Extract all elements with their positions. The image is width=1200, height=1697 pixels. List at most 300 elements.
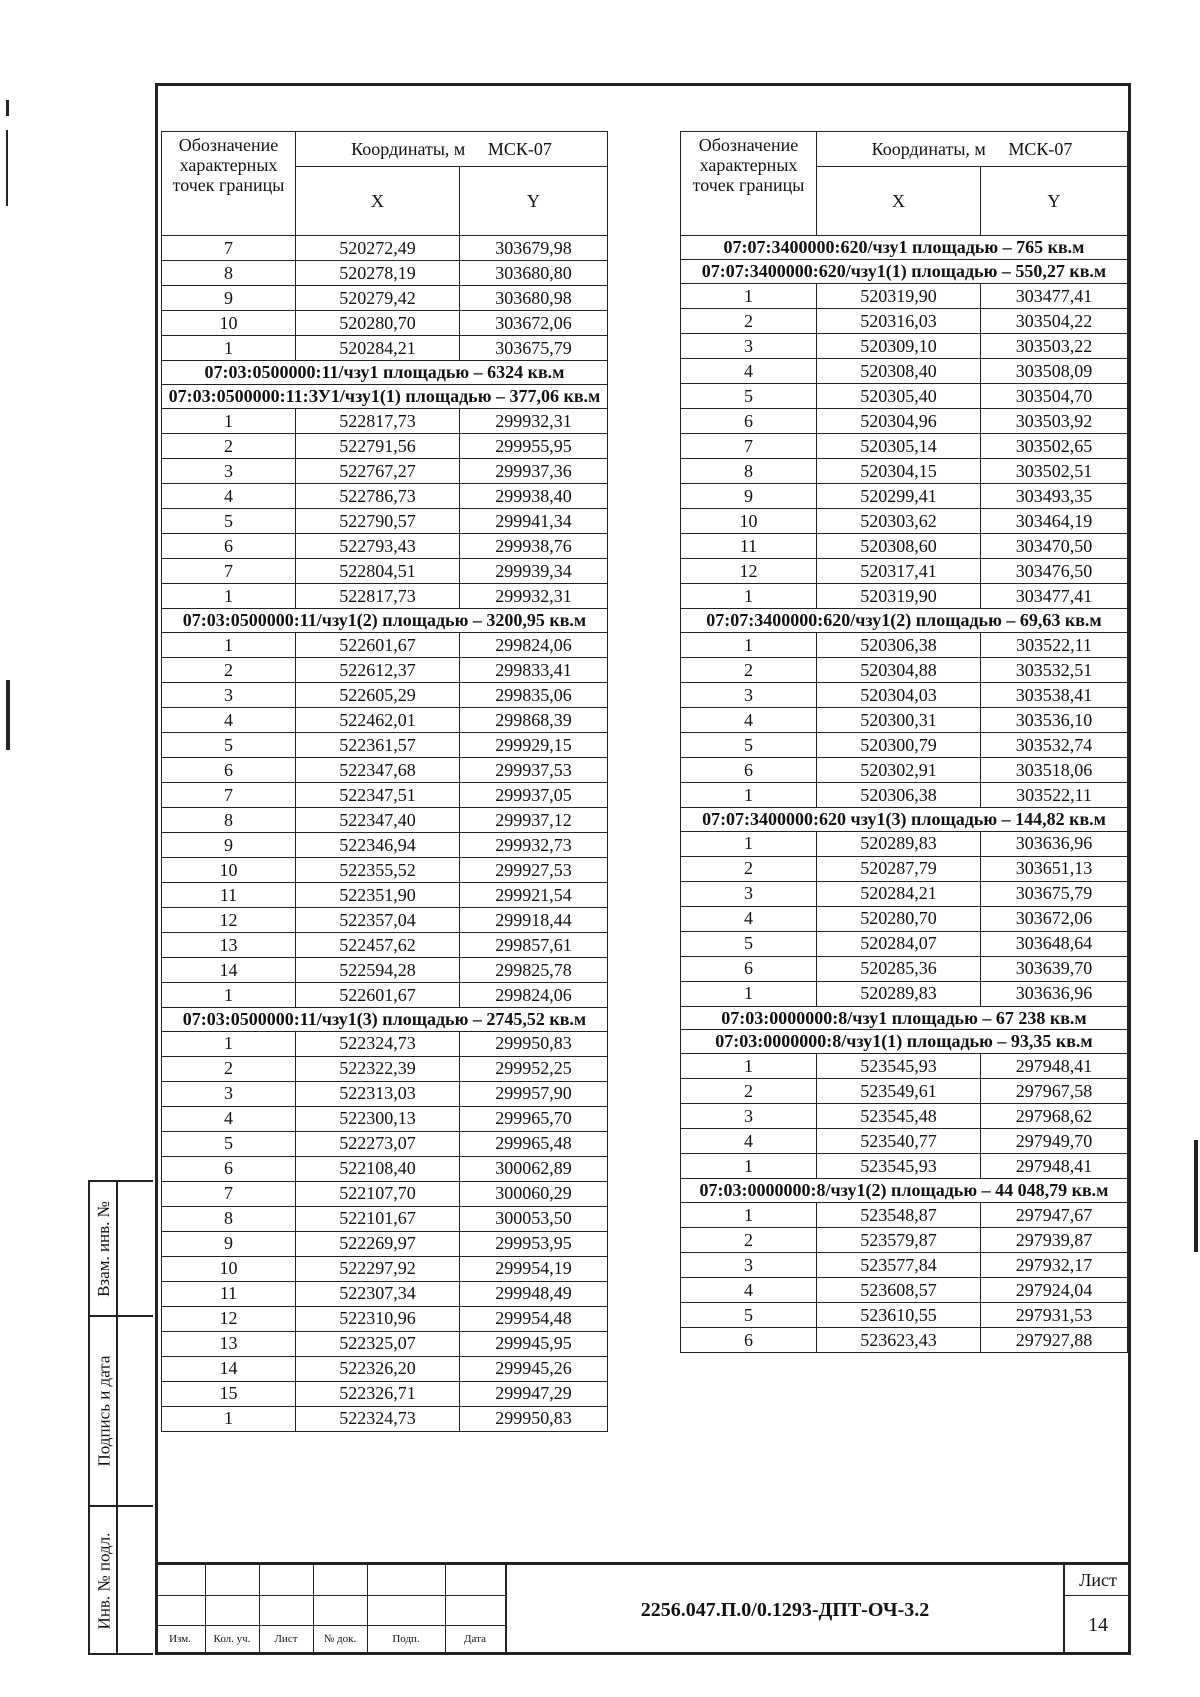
table-row [162,707,608,732]
point-number: 1 [681,283,817,308]
table-row [162,907,608,932]
header-coords: Координаты, м МСК-07 [817,132,1128,167]
coord-x: 520289,83 [817,981,981,1006]
table-row [681,483,1128,508]
table-row [681,856,1128,881]
coord-y: 303679,98 [460,236,608,261]
table-row [162,807,608,832]
point-number: 2 [681,657,817,682]
coord-y: 299950,83 [460,1406,608,1431]
coord-y: 303493,35 [981,483,1128,508]
point-number: 6 [681,956,817,981]
coord-y: 299950,83 [460,1031,608,1056]
table-row [681,1104,1128,1129]
table-row [162,1206,608,1231]
coord-y: 299938,40 [460,483,608,508]
table-row [681,906,1128,931]
point-number: 5 [162,508,296,533]
point-number: 7 [162,236,296,261]
point-number: 4 [681,906,817,931]
point-number: 5 [681,732,817,757]
table-row [162,957,608,982]
table-row [162,657,608,682]
table-row [162,408,608,433]
point-number: 4 [162,483,296,508]
coord-x: 520304,88 [817,657,981,682]
table-row [681,358,1128,383]
table-row [681,1303,1128,1328]
table-row [681,1203,1128,1228]
section-title: 07:03:0500000:11:ЗУ1/чзу1(1) площадью – 377,06 кв.м [162,384,608,408]
coord-y: 299937,05 [460,782,608,807]
table-row [162,1056,608,1081]
label-doc-no: № док. [323,1633,357,1645]
table-row [162,1406,608,1431]
coord-y: 303504,70 [981,383,1128,408]
point-number: 14 [162,957,296,982]
coord-y: 299824,06 [460,982,608,1007]
label-date: Дата [464,1633,486,1645]
point-number: 1 [162,336,296,361]
table-row [681,956,1128,981]
coord-x: 522786,73 [296,483,460,508]
section-header-row [681,608,1128,632]
table-row [162,1231,608,1256]
header-designation: Обозначение характерных точек границы [681,132,817,236]
coord-x: 520284,21 [817,881,981,906]
coord-x: 523545,48 [817,1104,981,1129]
coord-y: 303651,13 [981,856,1128,881]
coord-y: 299965,48 [460,1131,608,1156]
coord-y: 299955,95 [460,433,608,458]
coord-y: 303503,22 [981,333,1128,358]
coord-x: 522462,01 [296,707,460,732]
coord-x: 520287,79 [817,856,981,881]
table-row [681,1054,1128,1079]
coord-x: 520300,79 [817,732,981,757]
coord-y: 300053,50 [460,1206,608,1231]
right-table-body [681,236,1128,1353]
coord-x: 522790,57 [296,508,460,533]
coord-x: 520280,70 [296,311,460,336]
point-number: 9 [162,832,296,857]
coord-y: 303538,41 [981,682,1128,707]
header-coords: Координаты, м МСК-07 [296,132,608,167]
point-number: 1 [162,982,296,1007]
table-row [681,508,1128,533]
coord-x: 520304,15 [817,458,981,483]
coord-x: 520284,07 [817,931,981,956]
point-number: 5 [681,931,817,956]
table-row [681,558,1128,583]
coord-x: 520303,62 [817,508,981,533]
point-number: 9 [162,286,296,311]
table-row [162,632,608,657]
coord-x: 520306,38 [817,782,981,807]
table-row [681,682,1128,707]
point-number: 5 [681,1303,817,1328]
coord-y: 303675,79 [460,336,608,361]
coord-y: 303470,50 [981,533,1128,558]
point-number: 1 [162,1406,296,1431]
label-sheet: Лист [274,1633,298,1645]
coord-x: 522307,34 [296,1281,460,1306]
point-number: 3 [162,682,296,707]
coord-x: 522601,67 [296,632,460,657]
table-row [162,1256,608,1281]
coord-x: 520317,41 [817,558,981,583]
point-number: 4 [162,1106,296,1131]
coord-y: 303536,10 [981,707,1128,732]
section-title: 07:03:0500000:11/чзу1 площадью – 6324 кв.м [162,361,608,385]
point-number: 2 [162,657,296,682]
point-number: 1 [681,1203,817,1228]
coord-y: 299948,49 [460,1281,608,1306]
coord-x: 523545,93 [817,1154,981,1179]
coord-x: 522324,73 [296,1031,460,1056]
coord-x: 522791,56 [296,433,460,458]
table-row [162,433,608,458]
coord-x: 522767,27 [296,458,460,483]
coord-x: 523623,43 [817,1328,981,1353]
stamp-exchange-inv: Взам. инв. № [90,1182,153,1317]
point-number: 1 [162,583,296,608]
coord-x: 520300,31 [817,707,981,732]
point-number: 3 [162,458,296,483]
point-number: 6 [681,1328,817,1353]
point-number: 8 [162,807,296,832]
coord-y: 303636,96 [981,831,1128,856]
table-row [681,881,1128,906]
table-row [162,857,608,882]
coord-x: 522355,52 [296,857,460,882]
sheet-label: Лист [1065,1565,1131,1596]
coord-x: 522594,28 [296,957,460,982]
coord-y: 303636,96 [981,981,1128,1006]
table-row [162,682,608,707]
section-title: 07:03:0500000:11/чзу1(2) площадью – 3200,95 кв.м [162,608,608,632]
header-x: X [817,167,981,236]
coord-y: 299937,36 [460,458,608,483]
point-number: 10 [162,1256,296,1281]
coord-y: 303504,22 [981,308,1128,333]
table-row [162,336,608,361]
coord-x: 520319,90 [817,583,981,608]
coord-y: 299939,34 [460,558,608,583]
table-row [162,732,608,757]
point-number: 3 [681,333,817,358]
revision-grid [155,1565,505,1655]
point-number: 6 [162,757,296,782]
coord-y: 299954,48 [460,1306,608,1331]
table-row [681,383,1128,408]
section-header-row [681,807,1128,831]
coord-x: 523545,93 [817,1054,981,1079]
coord-y: 297968,62 [981,1104,1128,1129]
coord-y: 299824,06 [460,632,608,657]
point-number: 11 [681,533,817,558]
point-number: 9 [162,1231,296,1256]
point-number: 9 [681,483,817,508]
table-row [681,1228,1128,1253]
point-number: 6 [681,757,817,782]
table-row [681,1129,1128,1154]
table-row [162,882,608,907]
table-row [681,657,1128,682]
point-number: 10 [162,857,296,882]
coord-x: 522273,07 [296,1131,460,1156]
table-row [681,981,1128,1006]
scan-mark [6,680,10,750]
coord-y: 303477,41 [981,283,1128,308]
coord-y: 303518,06 [981,757,1128,782]
section-header-row [162,1007,608,1031]
coord-y: 297967,58 [981,1079,1128,1104]
coord-x: 522793,43 [296,533,460,558]
section-title: 07:03:0000000:8/чзу1 площадью – 67 238 кв.м [681,1006,1128,1030]
coord-x: 522310,96 [296,1306,460,1331]
coord-y: 297932,17 [981,1253,1128,1278]
coord-x: 522313,03 [296,1081,460,1106]
table-row [162,1131,608,1156]
point-number: 4 [681,1278,817,1303]
table-row [681,333,1128,358]
coord-y: 299927,53 [460,857,608,882]
coord-y: 299945,95 [460,1331,608,1356]
coord-x: 520278,19 [296,261,460,286]
coord-x: 522347,51 [296,782,460,807]
point-number: 2 [162,1056,296,1081]
table-row [681,408,1128,433]
coord-y: 299932,73 [460,832,608,857]
point-number: 4 [681,1129,817,1154]
point-number: 2 [681,1079,817,1104]
coord-y: 299937,12 [460,807,608,832]
point-number: 10 [162,311,296,336]
table-row [162,782,608,807]
stamp-signature-date: Подпись и дата [90,1317,153,1507]
table-row [162,458,608,483]
point-number: 12 [162,907,296,932]
point-number: 7 [162,1181,296,1206]
point-number: 1 [162,408,296,433]
table-row [162,1156,608,1181]
point-number: 5 [162,1131,296,1156]
point-number: 11 [162,882,296,907]
coord-x: 522361,57 [296,732,460,757]
coord-y: 303675,79 [981,881,1128,906]
coord-y: 297939,87 [981,1228,1128,1253]
table-row [162,558,608,583]
coord-y: 303672,06 [460,311,608,336]
point-number: 3 [162,1081,296,1106]
point-number: 14 [162,1356,296,1381]
point-number: 3 [681,1104,817,1129]
table-row [162,932,608,957]
coord-y: 303639,70 [981,956,1128,981]
table-row [162,1181,608,1206]
point-number: 1 [681,583,817,608]
coord-x: 523610,55 [817,1303,981,1328]
coord-y: 303508,09 [981,358,1128,383]
table-row [162,1106,608,1131]
point-number: 8 [681,458,817,483]
coordinates-table-left [161,131,608,1432]
coord-y: 299932,31 [460,583,608,608]
point-number: 10 [681,508,817,533]
point-number: 1 [681,1154,817,1179]
coord-y: 299947,29 [460,1381,608,1406]
point-number: 1 [681,831,817,856]
table-row [162,483,608,508]
table-row [681,732,1128,757]
section-title: 07:03:0000000:8/чзу1(2) площадью – 44 048,79 кв.м [681,1179,1128,1203]
section-title: 07:07:3400000:620 чзу1(3) площадью – 144,82 кв.м [681,807,1128,831]
coord-y: 299929,15 [460,732,608,757]
coord-x: 523540,77 [817,1129,981,1154]
point-number: 2 [681,308,817,333]
coord-x: 520285,36 [817,956,981,981]
header-designation: Обозначение характерных точек границы [162,132,296,236]
coord-x: 520309,10 [817,333,981,358]
coord-x: 520308,60 [817,533,981,558]
table-row [162,1381,608,1406]
coord-x: 520305,40 [817,383,981,408]
coord-y: 299941,34 [460,508,608,533]
point-number: 7 [681,433,817,458]
table-row [162,508,608,533]
coord-x: 522322,39 [296,1056,460,1081]
coord-x: 522357,04 [296,907,460,932]
table-row [681,1079,1128,1104]
coord-x: 522804,51 [296,558,460,583]
coord-y: 303502,51 [981,458,1128,483]
table-row [162,311,608,336]
coord-x: 520304,96 [817,408,981,433]
header-y: Y [460,167,608,236]
coord-y: 303672,06 [981,906,1128,931]
table-row [162,533,608,558]
coord-x: 522325,07 [296,1331,460,1356]
coord-x: 522605,29 [296,682,460,707]
title-block [155,1562,1131,1655]
coord-y: 299868,39 [460,707,608,732]
coord-y: 299825,78 [460,957,608,982]
coord-x: 520316,03 [817,308,981,333]
coord-y: 303503,92 [981,408,1128,433]
point-number: 2 [162,433,296,458]
table-row [162,236,608,261]
table-row [681,308,1128,333]
table-row [681,283,1128,308]
point-number: 5 [681,383,817,408]
coord-y: 299833,41 [460,657,608,682]
table-row [162,1331,608,1356]
side-stamp [88,1180,153,1655]
point-number: 7 [162,782,296,807]
point-number: 2 [681,856,817,881]
coord-y: 303477,41 [981,583,1128,608]
point-number: 8 [162,261,296,286]
coord-y: 297931,53 [981,1303,1128,1328]
coord-x: 523579,87 [817,1228,981,1253]
point-number: 4 [681,707,817,732]
coord-x: 522346,94 [296,832,460,857]
coord-y: 299953,95 [460,1231,608,1256]
coord-x: 522612,37 [296,657,460,682]
table-row [162,261,608,286]
coord-x: 520280,70 [817,906,981,931]
table-row [681,831,1128,856]
table-row [162,982,608,1007]
header-y: Y [981,167,1128,236]
table-row [162,1281,608,1306]
table-row [162,1081,608,1106]
point-number: 1 [681,1054,817,1079]
section-title: 07:07:3400000:620/чзу1(2) площадью – 69,63 кв.м [681,608,1128,632]
coord-y: 299965,70 [460,1106,608,1131]
coord-x: 522326,20 [296,1356,460,1381]
coord-x: 522347,68 [296,757,460,782]
point-number: 15 [162,1381,296,1406]
coord-x: 520305,14 [817,433,981,458]
coord-y: 303532,74 [981,732,1128,757]
coord-x: 522297,92 [296,1256,460,1281]
stamp-inventory-orig: Инв. № подл. [90,1507,153,1655]
point-number: 8 [162,1206,296,1231]
coord-y: 303648,64 [981,931,1128,956]
point-number: 13 [162,1331,296,1356]
table-row [162,832,608,857]
table-row [162,1031,608,1056]
section-title: 07:07:3400000:620/чзу1 площадью – 765 кв.м [681,236,1128,260]
point-number: 6 [162,533,296,558]
coord-y: 299918,44 [460,907,608,932]
coord-y: 299938,76 [460,533,608,558]
point-number: 3 [681,682,817,707]
coord-y: 303522,11 [981,782,1128,807]
header-x: X [296,167,460,236]
table-row [681,433,1128,458]
point-number: 5 [162,732,296,757]
coord-y: 299857,61 [460,932,608,957]
coord-y: 303464,19 [981,508,1128,533]
point-number: 1 [681,782,817,807]
coord-x: 522351,90 [296,882,460,907]
coord-x: 522347,40 [296,807,460,832]
table-row [681,931,1128,956]
coord-x: 520299,41 [817,483,981,508]
coord-y: 299945,26 [460,1356,608,1381]
label-signature: Подп. [392,1633,420,1645]
point-number: 1 [162,1031,296,1056]
point-number: 1 [162,632,296,657]
coord-y: 297948,41 [981,1154,1128,1179]
scan-mark [6,130,8,206]
coord-x: 522326,71 [296,1381,460,1406]
coord-x: 522457,62 [296,932,460,957]
coord-y: 303680,80 [460,261,608,286]
sheet-number: 14 [1088,1613,1108,1636]
coordinates-table-right [680,131,1128,1353]
coord-x: 520284,21 [296,336,460,361]
table-row [162,1306,608,1331]
coord-y: 303680,98 [460,286,608,311]
coord-x: 520289,83 [817,831,981,856]
label-change: Изм. [169,1633,191,1645]
table-row [162,1356,608,1381]
coord-y: 303532,51 [981,657,1128,682]
